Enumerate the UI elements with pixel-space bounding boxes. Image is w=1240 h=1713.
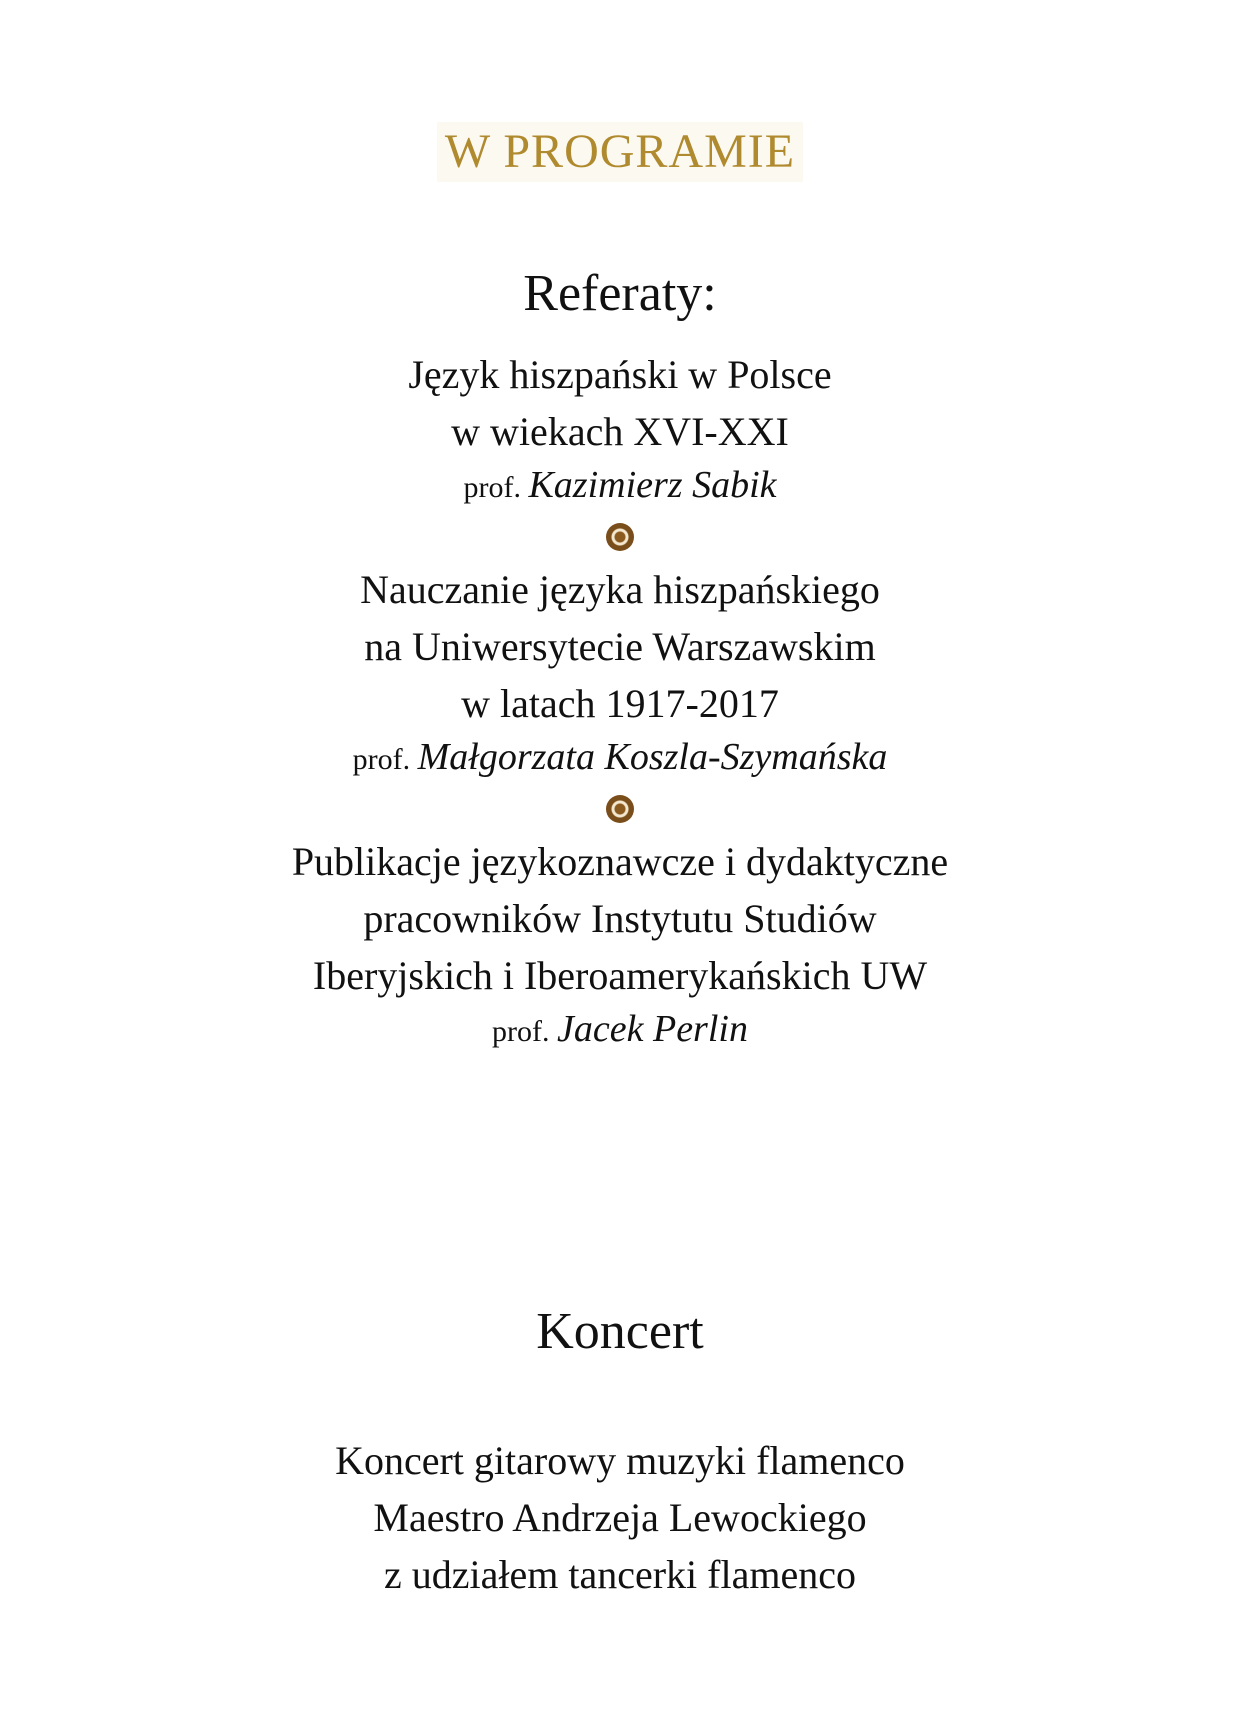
talks-list [0, 346, 1240, 1057]
talk-item [0, 561, 1240, 785]
program-title [0, 122, 1240, 182]
concert-description [0, 1432, 1240, 1603]
talk-speaker [0, 732, 1240, 785]
talk-speaker [0, 460, 1240, 513]
talk-item [0, 833, 1240, 1057]
speaker-title: prof. [463, 471, 521, 504]
koncert-heading: Koncert [536, 1303, 704, 1360]
bullet-ornament-icon [606, 795, 634, 823]
talk-title-line: Publikacje językoznawcze i dydaktyczne [291, 839, 949, 884]
bullet-ornament-icon [606, 523, 634, 551]
speaker-name: Kazimierz Sabik [528, 464, 777, 506]
talk-title-line: pracowników Instytutu Studiów [363, 896, 877, 941]
speaker-title: prof. [352, 743, 411, 776]
talk-title-line: na Uniwersytecie Warszawskim [364, 624, 876, 669]
concert-line: Maestro Andrzeja Lewockiego [373, 1495, 867, 1540]
speaker-title: prof. [492, 1015, 550, 1048]
referaty-heading: Referaty: [523, 265, 717, 322]
talk-title-line: Iberyjskich i Iberoamerykańskich UW [312, 953, 928, 998]
talk-title-line: Język hiszpański w Polsce [408, 352, 832, 397]
talk-speaker [0, 1004, 1240, 1057]
talk-title-line: Nauczanie języka hiszpańskiego [360, 567, 880, 612]
talk-title-line: w wiekach XVI-XXI [451, 409, 789, 454]
talk-title-line: w latach 1917-2017 [461, 681, 779, 726]
concert-line: Koncert gitarowy muzyki flamenco [335, 1438, 905, 1483]
speaker-name: Małgorzata Koszla-Szymańska [417, 736, 888, 778]
talk-item [0, 346, 1240, 513]
concert-line: z udziałem tancerki flamenco [384, 1552, 856, 1597]
program-title-text: W PROGRAMIE [437, 122, 803, 182]
speaker-name: Jacek Perlin [557, 1008, 748, 1050]
